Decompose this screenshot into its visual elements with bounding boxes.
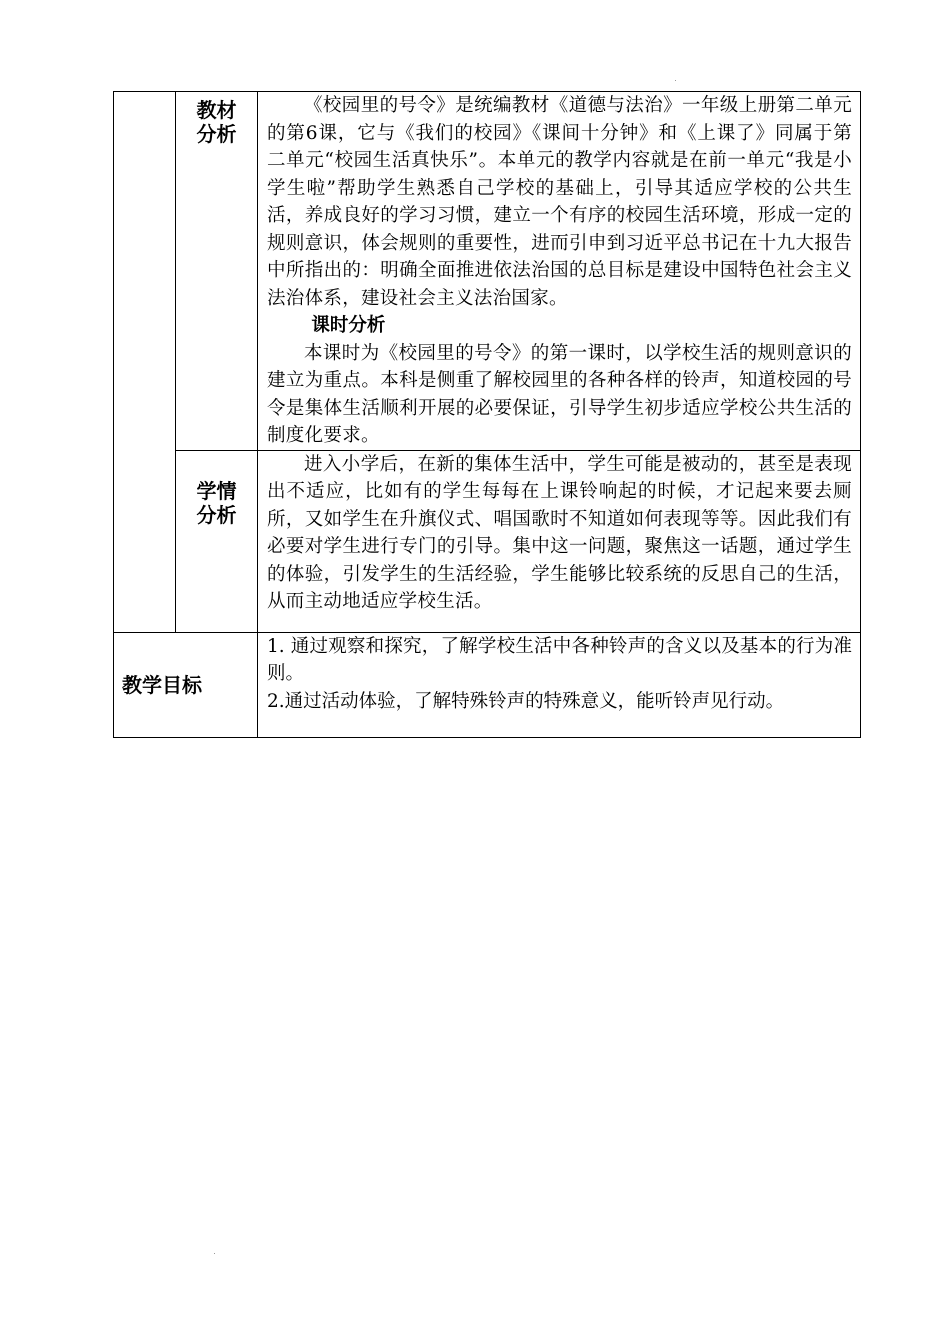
lesson-analysis-paragraph: 本课时为《校园里的号令》的第一课时，以学校生活的规则意识的建立为重点。本科是侧重了解校园里的各种各样的铃声，知道校园的号令是集体生活顺利开展的必要保证，引导学生初步适应学校公共生活的制度化要求。	[267, 342, 852, 446]
left-merged-cell	[114, 92, 176, 633]
lesson-analysis-heading: 课时分析	[311, 315, 386, 336]
table-row-teaching-goals	[114, 632, 861, 737]
textbook-analysis-paragraph: 《校园里的号令》是统编教材《道德与法治》一年级上册第二单元的第6课，它与《我们的校园》《课间十分钟》和《上课了》同属于第二单元“校园生活真快乐”。本单元的教学内容就是在前一单元“我是小学生啦”帮助学生熟悉自己学校的基础上，引导其适应学校的公共生活，养成良好的学习习惯，建立一个有序的校园生活环境，形成一定的规则意识，体会规则的重要性，进而引申到习近平总书记在十九大报告中所指出的：明确全面推进依法治国的总目标是建设中国特色社会主义法治体系，建设社会主义法治国家。	[267, 95, 852, 309]
page-mark-top	[675, 80, 676, 81]
textbook-analysis-content	[258, 92, 861, 451]
table-row-textbook-analysis	[114, 92, 861, 451]
label-line: 学情	[196, 478, 237, 503]
teaching-goals-content	[258, 632, 861, 737]
student-analysis-paragraph: 进入小学后，在新的集体生活中，学生可能是被动的，甚至是表现出不适应，比如有的学生每每在上课铃响起的时候，才记起来要去厕所，又如学生在升旗仪式、唱国歌时不知道如何表现等等。因此我们有必要对学生进行专门的引导。集中这一问题，聚焦这一话题，通过学生的体验，引发学生的生活经验，学生能够比较系统的反思自己的生活，从而主动地适应学校生活。	[267, 453, 852, 612]
lesson-plan-table	[113, 91, 861, 738]
teaching-goals-label: 教学目标	[114, 632, 258, 737]
label-line: 教材	[196, 98, 237, 122]
page-mark-bottom	[214, 1253, 215, 1254]
teaching-goal-item: 1. 通过观察和探究，了解学校生活中各种铃声的含义以及基本的行为准则。	[267, 635, 852, 684]
textbook-analysis-label	[176, 92, 258, 451]
teaching-goal-item: 2.通过活动体验，了解特殊铃声的特殊意义，能听铃声见行动。	[267, 690, 785, 712]
student-analysis-label	[176, 450, 258, 632]
lesson-plan-table-container	[113, 91, 860, 738]
label-line: 分析	[196, 122, 237, 146]
table-row-student-analysis	[114, 450, 861, 632]
student-analysis-content	[258, 450, 861, 632]
label-line: 分析	[196, 502, 237, 527]
